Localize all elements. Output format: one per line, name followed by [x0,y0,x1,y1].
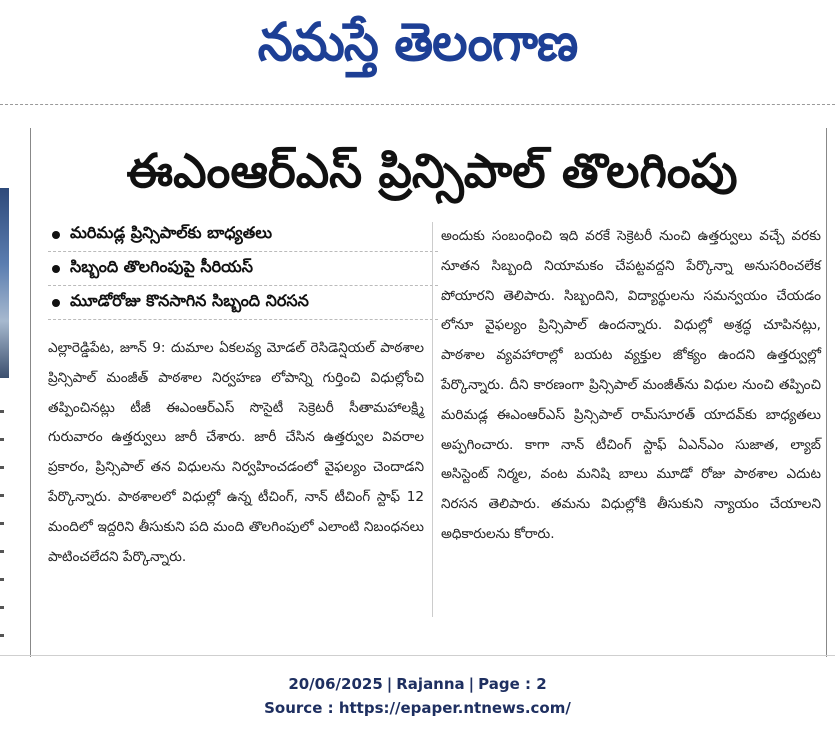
separator: | [386,675,393,693]
edition-date: 20/06/2025 [288,675,383,693]
subhead-item [48,286,438,320]
adjacent-column-edge [0,410,4,640]
subhead-list [48,218,438,320]
article-body-left: ఎల్లారెడ్డిపేట, జూన్ 9: దుమాల ఏకలవ్య మోడల్ రెసిడెన్షియల్ పాఠశాల ప్రిన్సిపాల్ మంజీత్ పాఠశాల నిర్వహణ లోపాన్ని గుర్తించి విధుల్లోంచి తప్పించినట్లు టీజీ ఈఎంఆర్ఎస్ సొసైటీ సెక్రెటరీ సీతామహాలక్ష్మి గురువారం ఉత్తర్వులు జారీ చేశారు. జారీ చేసిన ఉత్తర్వుల వివరాల ప్రకారం, ప్రిన్సిపాల్ తన విధులను నిర్వహించడంలో వైఫల్యం చెందాడని పేర్కొన్నారు. పాఠశాలలో విధుల్లో ఉన్న టీచింగ్, నాన్ టీచింగ్ స్టాఫ్ 12 మందిలో ఇద్దరిని తీసుకుని పది మంది తొలగింపులో ఎలాంటి నిబంధనలు పాటించలేదని పేర్కొన్నారు. [48,340,424,565]
column-divider [432,222,433,617]
subhead-item [48,252,438,286]
separator: | [468,675,475,693]
edition-name: Rajanna [396,675,465,693]
article-column-right [441,222,821,550]
subhead-text: మూడోరోజు కొనసాగిన సిబ్బంది నిరసన [70,291,309,310]
article-frame-left [30,128,31,657]
source-link[interactable]: Source : https://epaper.ntnews.com/ [264,699,571,717]
subhead-item [48,218,438,252]
newspaper-logo: నమస్తే తెలంగాణ [257,11,578,73]
article-frame-right [826,128,827,657]
bullet-icon [52,231,60,239]
footer-divider [0,655,835,656]
masthead [0,0,835,88]
article-body-right: అందుకు సంబంధించి ఇది వరకే సెక్రెటరీ నుంచి ఉత్తర్వులు వచ్చే వరకు నూతన సిబ్బంది నియామకం చేపట్టవద్దని పేర్కొన్నా అనుసరించలేక పోయారని తెలిపారు. సిబ్బందిని, విద్యార్థులను సమన్వయం చేయడం లోనూ వైఫల్యం ప్రిన్సిపాల్ ఉందన్నారు. విధుల్లో అశ్రద్ధ చూపినట్లు, పాఠశాల వ్యవహారాల్లో బయట వ్యక్తుల జోక్యం ఉందని ఉత్తర్వుల్లో పేర్కొన్నారు. దీని కారణంగా ప్రిన్సిపాల్ మంజీత్‌ను విధుల నుంచి తప్పించి మరిమడ్ల ఈఎంఆర్ఎస్ ప్రిన్సిపాల్ రామ్‌సూరత్ యాదవ్‌కు బాధ్యతలు అప్పగించారు. కాగా నాన్ టీచింగ్ స్టాఫ్ ఏఎన్ఎం సుజాత, ల్యాబ్ అసిస్టెంట్ నిర్మల, వంట మనిషి బాలు మూడో రోజు పాఠశాల ఎదుట నిరసన తెలిపారు. తమను విధుల్లోకి తీసుకుని న్యాయం చేయాలని అధికారులను కోరారు. [441,228,822,542]
article-column-left [48,334,424,572]
subhead-text: సిబ్బంది తొలగింపుపై సీరియస్ [70,257,253,276]
subhead-text: మరిమడ్ల ప్రిన్సిపాల్‌కు బాధ్యతలు [70,223,273,242]
masthead-divider [0,104,835,105]
article-headline: ఈఎంఆర్ఎస్ ప్రిన్సిపాల్ తొలగింపు [126,144,738,199]
page-number: Page : 2 [478,675,547,693]
adjacent-photo-edge [0,188,9,378]
footer-edition-line [0,675,835,693]
bullet-icon [52,299,60,307]
bullet-icon [52,265,60,273]
